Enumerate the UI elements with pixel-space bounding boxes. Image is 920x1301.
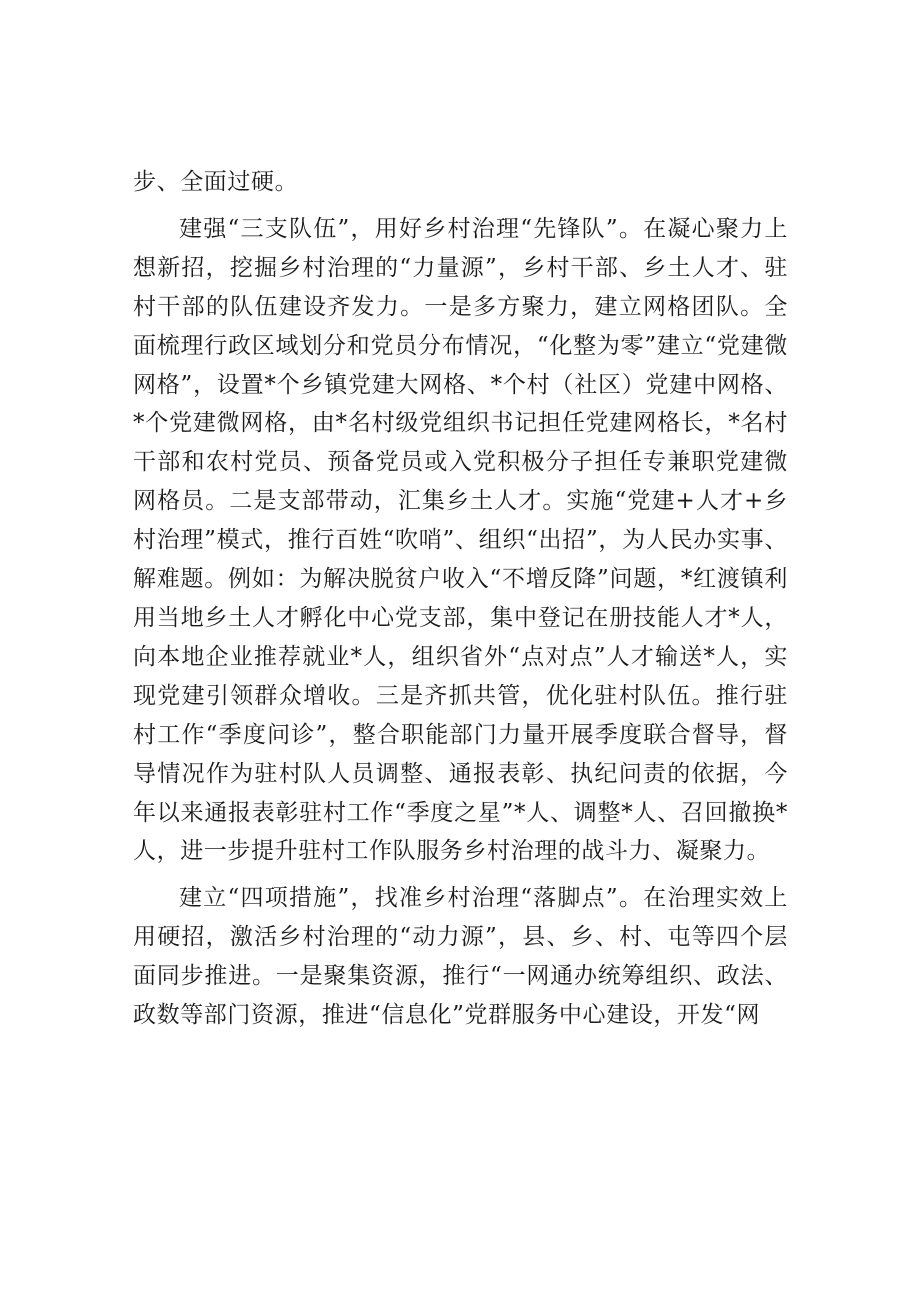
document-body — [133, 163, 788, 1035]
paragraph-three-teams: 建强“三支队伍”，用好乡村治理“先锋队”。在凝心聚力上想新招，挖掘乡村治理的“力量源”，乡村干部、乡土人才、驻村干部的队伍建设齐发力。一是多方聚力，建立网格团队。全面梳理行政区域划分和党员分布情况，“化整为零”建立“党建微网格”，设置*个乡镇党建大网格、*个村（社区）党建中网格、*个党建微网格，由*名村级党组织书记担任党建网格长，*名村干部和农村党员、预备党员或入党积极分子担任专兼职党建微网格员。二是支部带动，汇集乡土人才。实施“党建+人才+乡村治理”模式，推行百姓“吹哨”、组织“出招”，为人民办实事、解难题。例如：为解决脱贫户收入“不增反降”问题，*红渡镇利用当地乡土人才孵化中心党支部，集中登记在册技能人才*人，向本地企业推荐就业*人，组织省外“点对点”人才输送*人，实现党建引领群众增收。三是齐抓共管，优化驻村队伍。推行驻村工作“季度问诊”，整合职能部门力量开展季度联合督导，督导情况作为驻村队人员调整、通报表彰、执纪问责的依据，今年以来通报表彰驻村工作“季度之星”*人、调整*人、召回撤换*人，进一步提升驻村工作队服务乡村治理的战斗力、凝聚力。 — [133, 215, 788, 865]
paragraph-continuation: 步、全面过硬。 — [133, 169, 299, 195]
paragraph-four-measures: 建立“四项措施”，找准乡村治理“落脚点”。在治理实效上用硬招，激活乡村治理的“动力源”，县、乡、村、屯等四个层面同步推进。一是聚集资源，推行“一网通办统筹组织、政法、政数等部门资源，推进“信息化”党群服务中心建设，开发“网 — [133, 885, 788, 1029]
